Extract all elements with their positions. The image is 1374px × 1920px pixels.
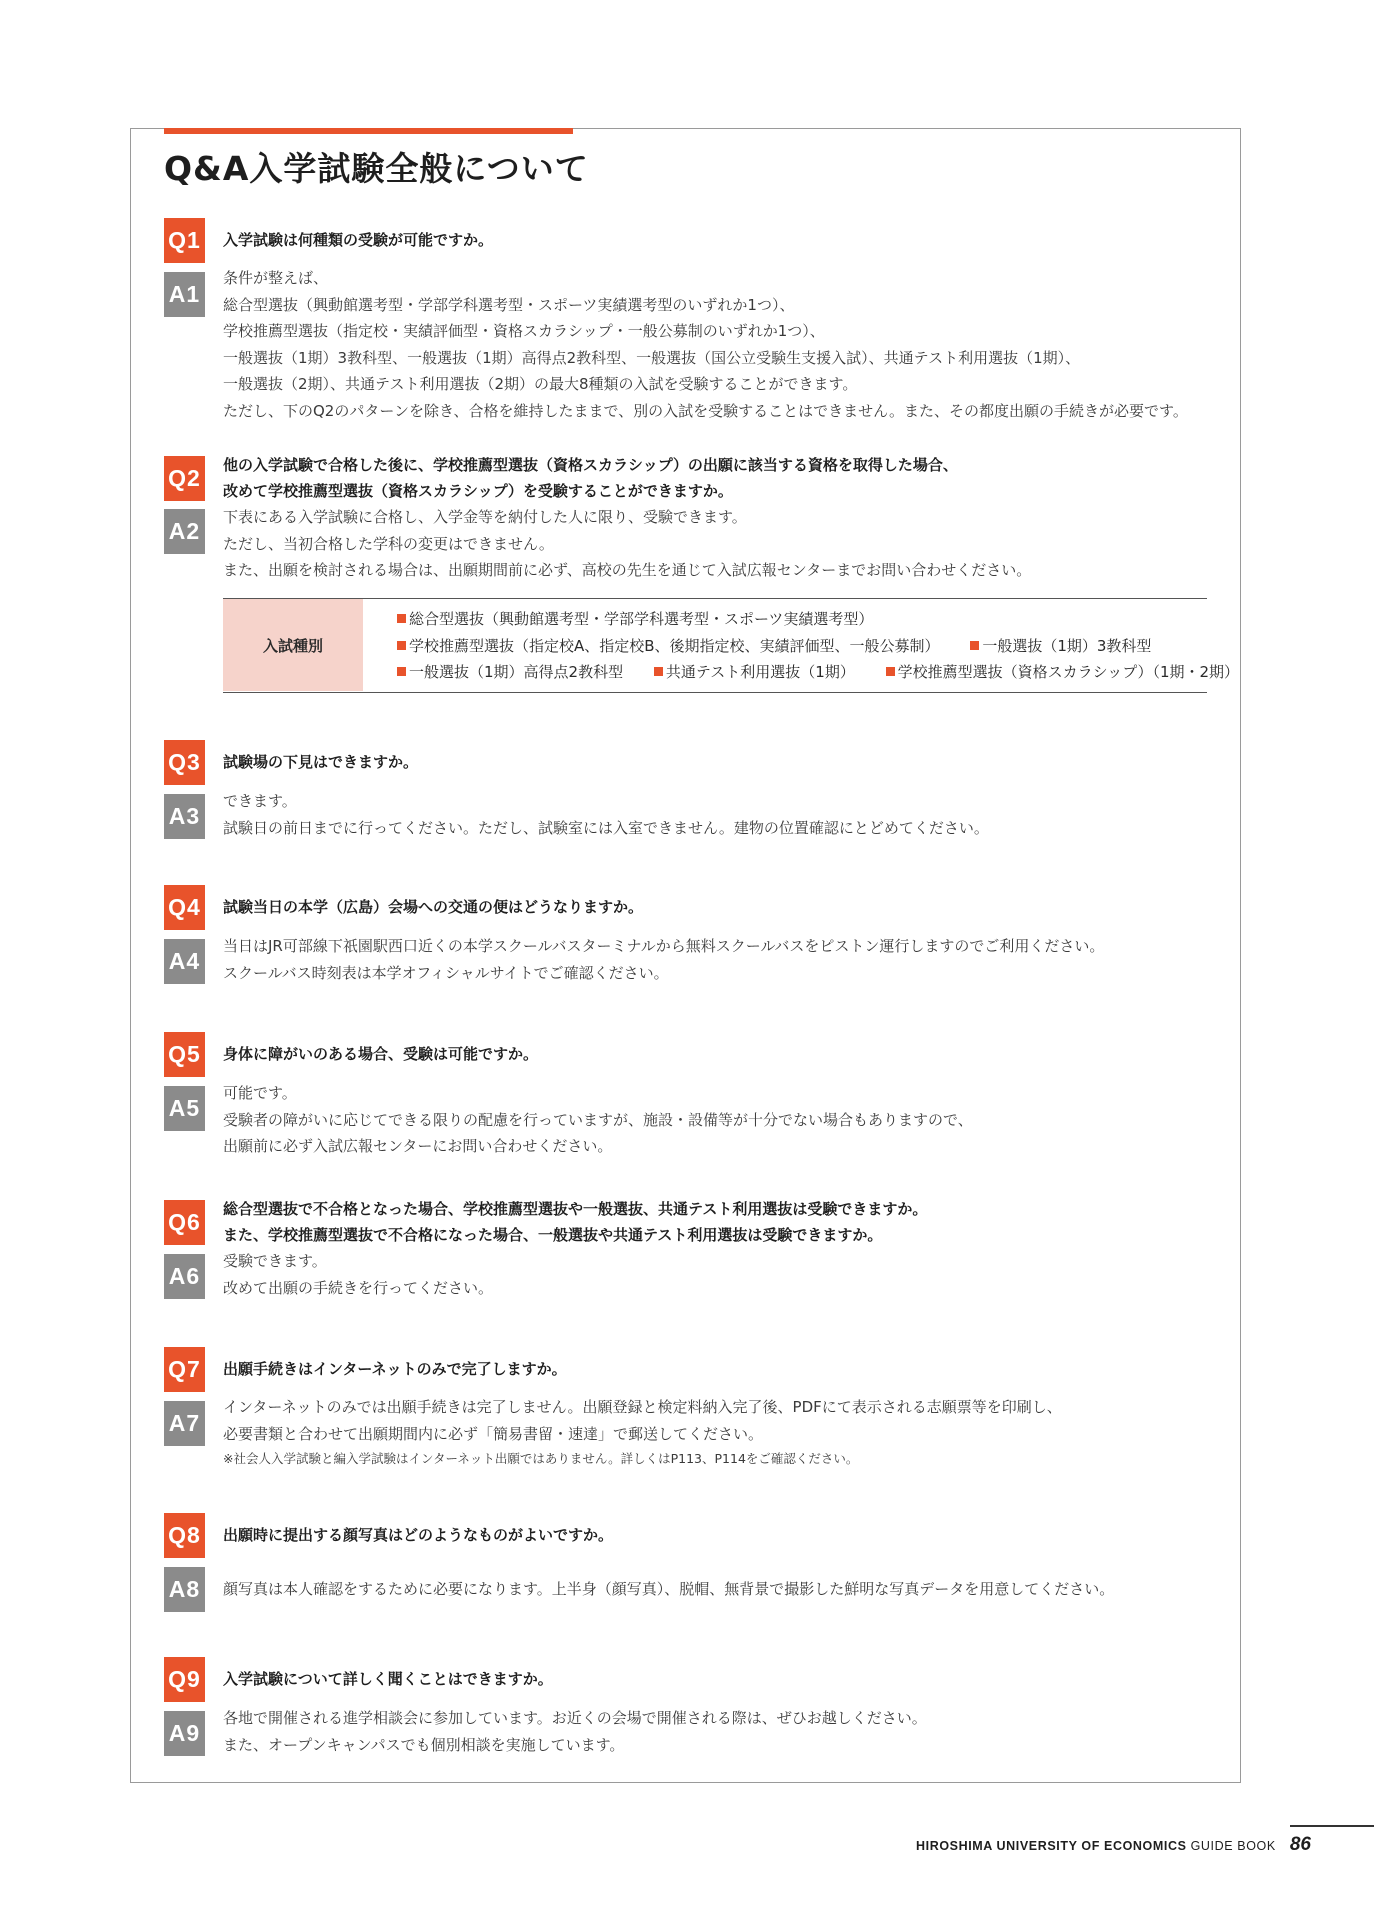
answer-text: 当日はJR可部線下祇園駅西口近くの本学スクールバスターミナルから無料スクールバスをピストン運行しますのでご利用ください。 スクールバス時刻表は本学オフィシャルサイトでご確認ください。 [223,937,1105,982]
table-header: 入試種別 [223,599,363,691]
table-item: 総合型選抜（興動館選考型・学部学科選考型・スポーツ実績選考型） [397,610,873,628]
bullet-square-icon [654,667,663,676]
answer-text: 条件が整えば、 総合型選抜（興動館選考型・学部学科選考型・スポーツ実績選考型のいずれか1つ）、 学校推薦型選抜（指定校・実績評価型・資格スカラシップ・一般公募制のいずれか1つ）、 一般選抜（1期）3教科型、一般選抜（1期）高得点2教科型、一般選抜（国公立受験生支援入試）、共通テスト利用選抜（1期）、 一般選抜（2期）、共通テスト利用選抜（2期）の最大8種類の入試を受験することができます。 ただし、下のQ2のパターンを除き、合格を維持したままで、別の入試を受験することはできません。また、その都度出願の手続きが必要です。 [223,269,1188,420]
answer-text: できます。 試験日の前日までに行ってください。ただし、試験室には入室できません。建物の位置確認にとどめてください。 [223,792,989,837]
question-badge: Q2 [164,456,205,501]
question-badge: Q7 [164,1347,205,1392]
answer-text: 顔写真は本人確認をするために必要になります。上半身（顔写真）、脱帽、無背景で撮影した鮮明な写真データを用意してください。 [223,1580,1115,1598]
question-text: 総合型選抜で不合格となった場合、学校推薦型選抜や一般選抜、共通テスト利用選抜は受験できますか。 また、学校推薦型選抜で不合格になった場合、一般選抜や共通テスト利用選抜は受験できますか。 [223,1200,928,1244]
answer-badge: A2 [164,509,205,554]
bullet-square-icon [397,614,406,623]
answer-badge: A9 [164,1711,205,1756]
table-row [397,633,1207,660]
bullet-square-icon [397,667,406,676]
table-row [397,606,1207,633]
question-text: 入学試験は何種類の受験が可能ですか。 [223,231,494,249]
page-title: Q&A入学試験全般について [164,149,589,188]
bullet-square-icon [886,667,895,676]
answer-badge: A4 [164,939,205,984]
question-badge: Q9 [164,1657,205,1702]
question-badge: Q5 [164,1032,205,1077]
answer-badge: A3 [164,794,205,839]
question-text: 入学試験について詳しく聞くことはできますか。 [223,1670,553,1688]
table-body [397,606,1240,686]
question-badge: Q4 [164,885,205,930]
answer-badge: A7 [164,1401,205,1446]
question-text: 試験当日の本学（広島）会場への交通の便はどうなりますか。 [223,898,644,916]
answer-badge: A6 [164,1254,205,1299]
question-text: 試験場の下見はできますか。 [223,753,419,771]
question-badge: Q1 [164,218,205,263]
bullet-square-icon [970,641,979,650]
table-item: 学校推薦型選抜（指定校A、指定校B、後期指定校、実績評価型、一般公募制） [397,637,940,655]
answer-badge: A1 [164,272,205,317]
table-item: 一般選抜（1期）3教科型 [970,637,1151,655]
question-badge: Q3 [164,740,205,785]
answer-text: 下表にある入学試験に合格し、入学金等を納付した人に限り、受験できます。 ただし、当初合格した学科の変更はできません。 また、出願を検討される場合は、出願期間前に必ず、高校の先生を通じて入試広報センターまでお問い合わせください。 [223,508,1032,579]
title-accent-bar [164,128,573,134]
question-text: 出願時に提出する顔写真はどのようなものがよいですか。 [223,1526,614,1544]
answer-text: インターネットのみでは出願手続きは完了しません。出願登録と検定料納入完了後、PDFにて表示される志願票等を印刷し、 必要書類と合わせて出願期間内に必ず「簡易書留・速達」で郵送してください。 [223,1398,1062,1443]
answer-text: 可能です。 受験者の障がいに応じてできる限りの配慮を行っていますが、施設・設備等が十分でない場合もありますので、 出願前に必ず入試広報センターにお問い合わせください。 [223,1084,973,1155]
footer-university: HIROSHIMA UNIVERSITY OF ECONOMICS [916,1839,1187,1853]
question-badge: Q6 [164,1200,205,1245]
answer-text: 各地で開催される進学相談会に参加しています。お近くの会場で開催される際は、ぜひお越しください。 また、オープンキャンパスでも個別相談を実施しています。 [223,1709,927,1754]
answer-badge: A8 [164,1567,205,1612]
table-item: 一般選抜（1期）高得点2教科型 [397,663,623,681]
footer [916,1834,1311,1856]
question-text: 出願手続きはインターネットのみで完了しますか。 [223,1360,567,1378]
page-number: 86 [1289,1834,1311,1855]
footer-rule [1290,1825,1374,1827]
question-text: 他の入学試験で合格した後に、学校推薦型選抜（資格スカラシップ）の出願に該当する資格を取得した場合、 改めて学校推薦型選抜（資格スカラシップ）を受験することができますか。 [223,456,958,500]
footer-guidebook: GUIDE BOOK [1190,1839,1276,1853]
table-item: 共通テスト利用選抜（1期） [654,663,855,681]
answer-badge: A5 [164,1086,205,1131]
bullet-square-icon [397,641,406,650]
answer-text: 受験できます。 改めて出願の手続きを行ってください。 [223,1252,494,1297]
question-badge: Q8 [164,1513,205,1558]
exam-type-table [223,598,1240,693]
answer-note: ※社会人入学試験と編入学試験はインターネット出願ではありません。詳しくはP113、P114をご確認ください。 [223,1451,859,1466]
question-text: 身体に障がいのある場合、受験は可能ですか。 [223,1045,539,1063]
table-item: 学校推薦型選抜（資格スカラシップ）（1期・2期） [886,663,1239,681]
table-row [397,659,1240,686]
